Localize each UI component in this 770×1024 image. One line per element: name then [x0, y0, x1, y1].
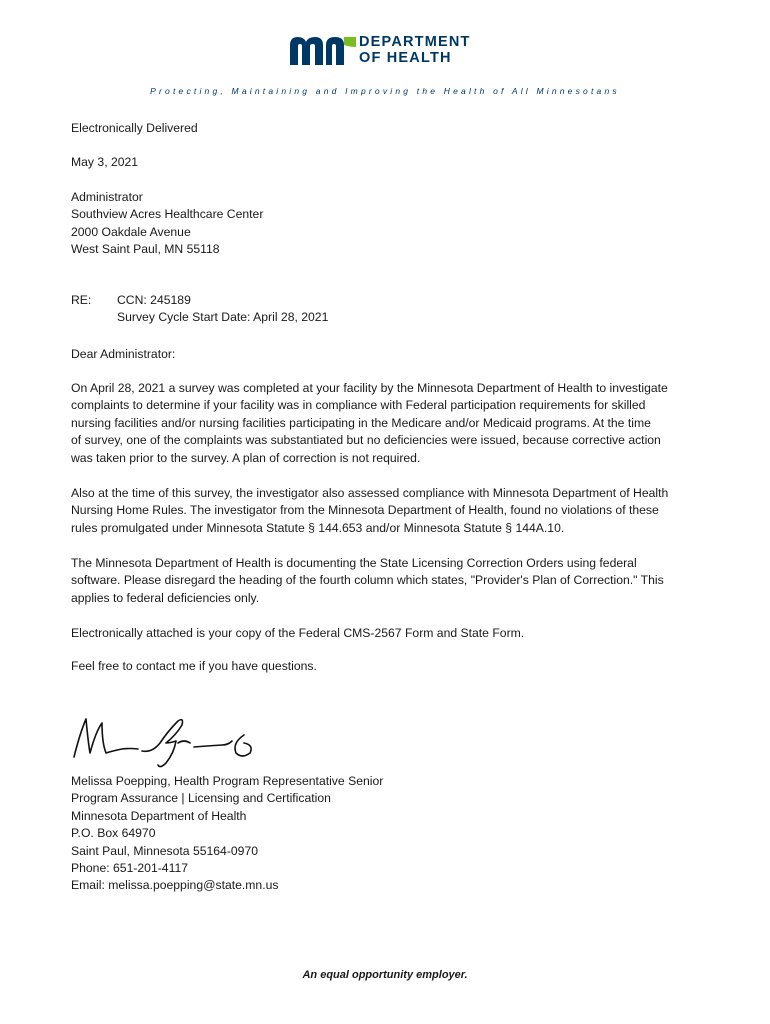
signer-po-box: P.O. Box 64970: [71, 826, 156, 841]
recipient-line: Southview Acres Healthcare Center: [71, 207, 264, 222]
logo-wordmark: [359, 34, 471, 66]
recipient-line: 2000 Oakdale Avenue: [71, 224, 191, 239]
re-label: RE:: [71, 293, 92, 307]
signature-block: [71, 773, 383, 895]
signer-city: Saint Paul, Minnesota 55164-0970: [71, 843, 259, 858]
recipient-line: West Saint Paul, MN 55118: [71, 242, 220, 257]
footer-eeo-statement: An equal opportunity employer.: [302, 969, 468, 981]
paragraph-line: Nursing Home Rules. The investigator from the Minnesota Department of Health, found no violations of these: [71, 503, 659, 518]
re-ccn: CCN: 245189: [117, 293, 191, 307]
paragraph-line: rules promulgated under Minnesota Statute § 144.653 and/or Minnesota Statute § 144A.10.: [71, 520, 565, 535]
body-paragraph-2: [71, 485, 711, 537]
re-details: [117, 292, 328, 327]
paragraph-line: Feel free to contact me if you have questions.: [71, 659, 317, 673]
paragraph-line: complaints to determine if your facility was in compliance with Federal participation requirements for skilled: [71, 398, 646, 413]
body-paragraph-5: [71, 658, 711, 675]
paragraph-line: On April 28, 2021 a survey was completed at your facility by the Minnesota Department of Health to investigate: [71, 381, 668, 395]
body-paragraph-1: [71, 380, 711, 467]
delivery-method: Electronically Delivered: [71, 121, 198, 135]
re-survey-date: Survey Cycle Start Date: April 28, 2021: [117, 310, 329, 325]
tagline: Protecting, Maintaining and Improving the Health of All Minnesotans: [150, 86, 620, 96]
paragraph-line: Electronically attached is your copy of the Federal CMS-2567 Form and State Form.: [71, 626, 525, 640]
salutation: Dear Administrator:: [71, 347, 176, 361]
signer-division: Program Assurance | Licensing and Certification: [71, 791, 331, 806]
signer-name-title: Melissa Poepping, Health Program Representative Senior: [71, 774, 384, 788]
paragraph-line: nursing facilities and/or nursing facilities participating in the Medicare and/or Medicaid programs. At the time: [71, 415, 651, 430]
signer-phone: Phone: 651-201-4117: [71, 861, 189, 876]
paragraph-line: The Minnesota Department of Health is documenting the State Licensing Correction Orders using federal: [71, 556, 637, 570]
paragraph-line: software. Please disregard the heading of the fourth column which states, "Provider's Plan of Correction." This: [71, 573, 664, 588]
signer-email: Email: melissa.poepping@state.mn.us: [71, 878, 279, 893]
signer-organization: Minnesota Department of Health: [71, 808, 247, 823]
paragraph-line: was taken prior to the survey. A plan of correction is not required.: [71, 450, 421, 465]
logo-line-2: OF HEALTH: [359, 50, 452, 66]
recipient-address: [71, 189, 263, 259]
paragraph-line: of survey, one of the complaints was substantiated but no deficiencies were issued, because corrective action: [71, 433, 661, 448]
letter-date: May 3, 2021: [71, 155, 139, 169]
paragraph-line: applies to federal deficiencies only.: [71, 590, 260, 605]
body-paragraph-4: [71, 625, 711, 642]
handwritten-signature-icon: [66, 713, 266, 773]
body-paragraph-3: [71, 555, 711, 607]
logo-line-1: DEPARTMENT: [359, 34, 471, 50]
recipient-line: Administrator: [71, 190, 143, 204]
paragraph-line: Also at the time of this survey, the investigator also assessed compliance with Minnesota Department of Health: [71, 486, 669, 500]
